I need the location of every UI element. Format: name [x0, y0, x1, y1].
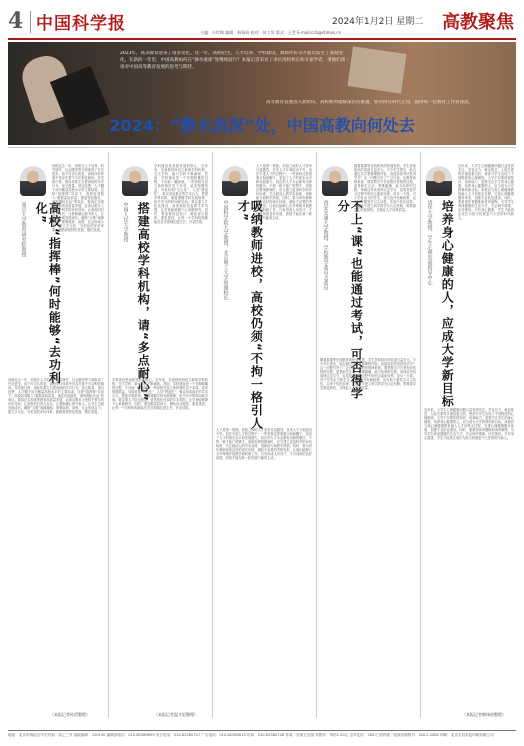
article-body: 人才是第一资源。高校之间的人才竞争日趋激烈，各类人才计划层出不穷。但在引进人才的过程中，一些高校过度看重头衔和帽子，忽视了人才的真实水平和发展潜力。真正的人才未必都有光鲜的履历，不拘一格才能广纳贤才。高校在吸纳教师时，应当建立更加科学的评价标准，关注候选人的学术品味、创新能力和教学热情。同时，要为青年教师创造良好的成长环境，减轻不必要的考核负担，让他们能够心无旁骛地开展教学和科研工作。只有形成人尽其才、才尽其用的良好局面，高校才能在新一轮发展中赢得主动。	[256, 164, 312, 220]
issue-date: 2024年1月2日 星期二	[332, 17, 424, 27]
author-affiliation: 西安交通大学教授、学校教学委员会委员	[322, 200, 329, 290]
article-body-continued: 随着慕课等在线教育的快速发展，学生获取知识的渠道日益多元。不少学生提出，能否通过自学掌握课程内容，直接参加考试获得学分？这一问题引发了广泛讨论。从教育规律来看，课堂教学不仅是知识传授的过程，更是师生互动、思维碰撞、能力培养的过程。单纯以考试成绩认定学分，容易忽视学习过程中的综合素质培养。但另一方面，对于学有余力的学生，适当放开免修政策，也有助于激发学习主动性，实现个性化培养。关键在于建立科学的学分认定机制，既尊重学生的选择权，又保证人才培养质量。	[320, 358, 416, 390]
column-divider	[316, 152, 317, 718]
author-affiliation: 中国科学院大学教授、北京理工大学原副校长	[222, 200, 229, 300]
article-column-1	[8, 150, 106, 720]
page-footer: 地址：北京市海淀区中关村南一条乙三号 邮政编码：100190 编辑部电话：010-62580699 发行电话：010-62580707 广告电话：010-62580615 传真：010-62580708 每周一至周五出版 零售价：每份1.50元 全年定价：300元 国内统一连续出版物号：CN11-0084 印刷：北京宝昌彩色印刷有限公司	[8, 733, 494, 737]
headline-rule	[8, 147, 516, 148]
article-caption: （本报记者韩扬眉整理）	[462, 712, 506, 717]
article-title: 培养身心健康的人，应成大学新目标	[440, 200, 455, 408]
article-title: 高校“指挥棒”何时能够“去功利化”	[34, 202, 62, 385]
header-divider	[30, 11, 31, 33]
article-body-continued: 近年来，大学生心理健康问题日益受到关注。学业压力、就业焦虑、人际关系等多重因素交织，使部分学生出现了不同程度的心理困扰。大学不仅要传授知识、培养能力，更要关注学生的身心健康。培养身心健康的人，应当成为大学教育的新目标。高校应当将心理健康教育融入人才培养全过程，完善心理健康服务体系，加强专业队伍建设。同时，要重视体育锻炼和美育熏陶，引导学生养成健康的生活方式，学会调节情绪、应对挫折。只有身心健康，学生才能真正成长为担当民族复兴大任的时代新人。	[424, 408, 514, 440]
article-column-5	[424, 150, 516, 720]
article-body-continued: 回顾过去一年，高校在人才培养、科学研究、社会服务等方面取得了长足进步。但不可否认的是，高校评价体系中仍存在着不少功利化倾向。各类排行榜、指标体系左右着高校的办学行为，论文数量、项目经费、人才帽子成为衡量高校水平的主要标准。这种“指挥棒”导向下，高校容易陷入“重数量轻质量、重显性轻隐性、重短期轻长远”的误区。要真正实现高等教育高质量发展，必须从根本上扭转不科学的评价导向，让高校回归育人本位，让教师潜心教书育人，让学生全面发展成长。破除“五唯”顽瘴痼疾，需要政府、高校、社会形成合力，建立多元化、分类化的评价体系，鼓励高校特色发展、错位发展。	[8, 378, 104, 414]
editor-credits: 主编：计红梅 编辑：韩扬眉 校对：何工劳 版式：王莹 E-mail:ccb@stimes.cn	[200, 30, 342, 35]
main-headline: 2024：“静水流深”处，中国高教向何处去	[109, 116, 415, 135]
author-photo	[122, 166, 148, 196]
article-title: 搭建高校学科机构，请“多点耐心”	[136, 202, 151, 402]
article-title: 吸纳教师进校，高校仍须“不拘一格引人才”	[236, 200, 264, 430]
author-photo	[322, 166, 348, 196]
page-header	[0, 0, 524, 44]
article-body: 回顾过去一年，高校在人才培养、科学研究、社会服务等方面取得了长足进步。但不可否认的是，高校评价体系中仍存在着不少功利化倾向。各类排行榜、指标体系左右着高校的办学行为，论文数量、项目经费、人才帽子成为衡量高校水平的主要标准。这种“指挥棒”导向下，高校容易陷入“重数量轻质量、重显性轻隐性、重短期轻长远”的误区。要真正实现高等教育高质量发展，必须从根本上扭转不科学的评价导向，让高校回归育人本位，让教师潜心教书育人，让学生全面发展成长。破除“五唯”顽瘴痼疾，需要政府、高校、社会形成合力，建立多元化、分类化的评价体系，鼓励高校特色发展、错位发展。	[52, 164, 104, 232]
column-divider	[420, 152, 421, 718]
banner-document-graphic	[347, 46, 406, 93]
newspaper-logo: 中国科学报	[36, 14, 126, 34]
page-number: 4	[8, 8, 24, 34]
article-title: 不上“课”也能通过考试，可否得学分	[336, 200, 364, 400]
author-photo	[426, 166, 452, 196]
author-photo	[20, 166, 46, 196]
header-rule	[8, 38, 516, 40]
article-caption: （本报记者孙滔整理）	[50, 712, 90, 717]
author-photo	[222, 166, 248, 196]
section-title: 高教聚焦	[442, 12, 514, 33]
banner-intro-text-2: 高等教育发展进入新阶段，高校如何破解深层次难题，如何回应时代之问，值得每一位教育工作者深思。	[266, 100, 473, 105]
article-body: 随着慕课等在线教育的快速发展，学生获取知识的渠道日益多元。不少学生提出，能否通过自学掌握课程内容，直接参加考试获得学分？这一问题引发了广泛讨论。从教育规律来看，课堂教学不仅是知识传授的过程，更是师生互动、思维碰撞、能力培养的过程。单纯以考试成绩认定学分，容易忽视学习过程中的综合素质培养。但另一方面，对于学有余力的学生，适当放开免修政策，也有助于激发学习主动性，实现个性化培养。关键在于建立科学的学分认定机制，既尊重学生的选择权，又保证人才培养质量。	[354, 164, 416, 212]
banner-intro-text: 2023年，高等教育迎来了诸多变化。这一年，高校招生、人才培养、学科建设、教师评价等方面均发生了深刻变化。在新的一年里，中国高教如何在“静水流深”处继续前行？本报记者采访了多位高校校长和专家学者，请他们谈一谈对中国高等教育发展的思考与期待。	[120, 51, 350, 70]
article-body: 学科建设是高校发展的核心。近年来，各高校纷纷设立新的学科机构，交叉学科、新兴学科不断涌现。然而，学科建设是一个长期积累的过程，不可能一蹴而就。一些高校在设立新机构时急于求成，追求短期效益，导致机构“空心化”、人员“拼盘化”，难以形成真正的学术合力。搭建学科机构，需要遵循学科发展规律，给予充分的时间和空间。要注重人才队伍建设，营造宽松包容的学术氛围，让学者能够静下心来做研究。同时，要加强顶层设计，避免盲目跟风、重复建设，让每一个学科机构都能在各自领域扎根生长、开花结果。	[154, 164, 208, 224]
column-divider	[108, 152, 109, 718]
article-body: 近年来，大学生心理健康问题日益受到关注。学业压力、就业焦虑、人际关系等多重因素交织，使部分学生出现了不同程度的心理困扰。大学不仅要传授知识、培养能力，更要关注学生的身心健康。培养身心健康的人，应当成为大学教育的新目标。高校应当将心理健康教育融入人才培养全过程，完善心理健康服务体系，加强专业队伍建设。同时，要重视体育锻炼和美育熏陶，引导学生养成健康的生活方式，学会调节情绪、应对挫折。只有身心健康，学生才能真正成长为担当民族复兴大任的时代新人。	[458, 164, 514, 220]
article-body-continued: 人才是第一资源。高校之间的人才竞争日趋激烈，各类人才计划层出不穷。但在引进人才的过程中，一些高校过度看重头衔和帽子，忽视了人才的真实水平和发展潜力。真正的人才未必都有光鲜的履历，不拘一格才能广纳贤才。高校在吸纳教师时，应当建立更加科学的评价标准，关注候选人的学术品味、创新能力和教学热情。同时，要为青年教师创造良好的成长环境，减轻不必要的考核负担，让他们能够心无旁骛地开展教学和科研工作。只有形成人尽其才、才尽其用的良好局面，高校才能在新一轮发展中赢得主动。	[216, 428, 312, 460]
column-divider	[212, 152, 213, 718]
article-caption: （本报记者温才妃整理）	[154, 712, 198, 717]
author-affiliation: 清华大学教授、学生心理发展指导中心	[426, 200, 433, 285]
article-column-3	[216, 150, 314, 720]
article-column-4	[320, 150, 418, 720]
author-affiliation: 中国人民大学教授	[122, 202, 129, 242]
author-affiliation: 南京大学教育研究院教授	[20, 202, 27, 257]
footer-rule	[8, 730, 516, 731]
article-body-continued: 学科建设是高校发展的核心。近年来，各高校纷纷设立新的学科机构，交叉学科、新兴学科不断涌现。然而，学科建设是一个长期积累的过程，不可能一蹴而就。一些高校在设立新机构时急于求成，追求短期效益，导致机构“空心化”、人员“拼盘化”，难以形成真正的学术合力。搭建学科机构，需要遵循学科发展规律，给予充分的时间和空间。要注重人才队伍建设，营造宽松包容的学术氛围，让学者能够静下心来做研究。同时，要加强顶层设计，避免盲目跟风、重复建设，让每一个学科机构都能在各自领域扎根生长、开花结果。	[112, 378, 208, 410]
article-column-2	[112, 150, 210, 720]
